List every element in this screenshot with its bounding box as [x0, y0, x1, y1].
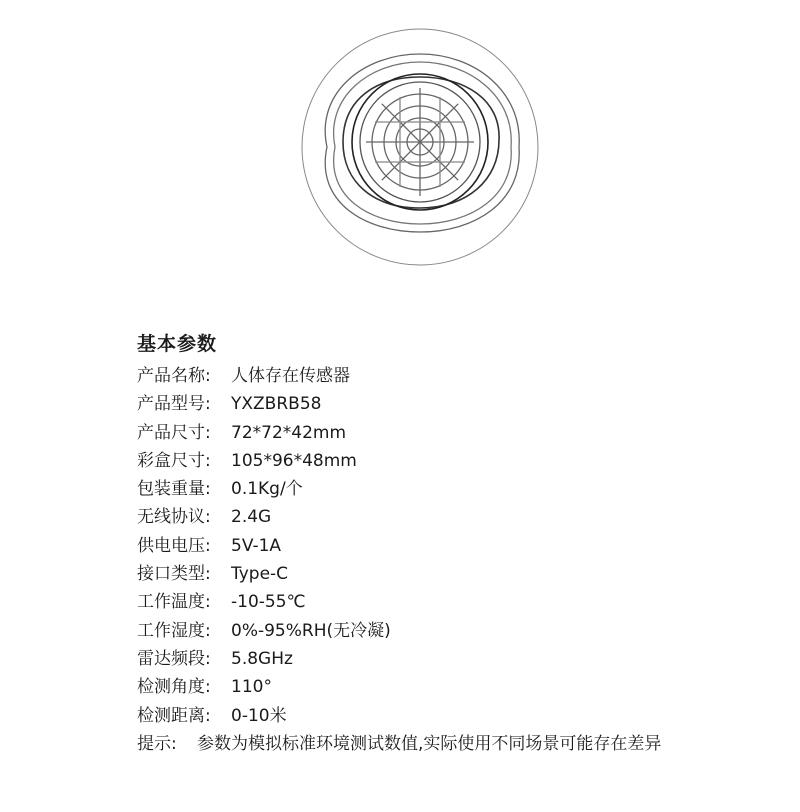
spec-row-product-name [137, 362, 777, 390]
spec-value: 0-10米 [231, 705, 287, 726]
spec-value: 2.4G [231, 507, 272, 528]
spec-label: 检测角度: [137, 677, 211, 698]
spec-row-humidity [137, 617, 777, 645]
spec-row-detection-range [137, 702, 777, 730]
spec-label: 彩盒尺寸: [137, 450, 211, 471]
note-text: 参数为模拟标准环境测试数值,实际使用不同场景可能存在差异 [197, 733, 662, 754]
spec-value: Type-C [231, 564, 289, 585]
spec-label: 产品尺寸: [137, 422, 211, 443]
spec-value: 105*96*48mm [231, 450, 357, 471]
spec-row-interface [137, 560, 777, 588]
spec-row-radar-band [137, 645, 777, 673]
spec-value: -10-55℃ [231, 592, 306, 613]
spec-value: 5.8GHz [231, 648, 293, 669]
spec-label: 产品名称: [137, 366, 211, 386]
spec-note [137, 730, 777, 758]
spec-label: 雷达频段: [137, 648, 211, 669]
spec-label: 工作温度: [137, 592, 211, 613]
presence-sensor-device-icon [295, 22, 545, 272]
spec-label: 检测距离: [137, 705, 211, 726]
spec-title: 基本参数 [137, 333, 218, 355]
spec-label: 接口类型: [137, 564, 211, 585]
spec-value: 72*72*42mm [231, 422, 347, 443]
spec-row-model [137, 390, 777, 418]
spec-value: YXZBRB58 [231, 394, 322, 415]
spec-label: 包装重量: [137, 479, 211, 500]
spec-label: 供电电压: [137, 535, 211, 556]
spec-label: 无线协议: [137, 507, 211, 528]
spec-value: 人体存在传感器 [231, 366, 350, 386]
spec-section [137, 330, 777, 758]
spec-row-detection-angle [137, 673, 777, 701]
spec-value: 0.1Kg/个 [231, 479, 303, 500]
note-label: 提示: [137, 733, 177, 754]
spec-row-temperature [137, 588, 777, 616]
spec-value: 110° [231, 677, 272, 698]
spec-row-voltage [137, 532, 777, 560]
spec-row-wireless [137, 503, 777, 531]
spec-row-product-size [137, 419, 777, 447]
spec-value: 0%-95%RH(无冷凝) [231, 620, 391, 641]
spec-label: 工作湿度: [137, 620, 211, 641]
spec-row-weight [137, 475, 777, 503]
spec-value: 5V-1A [231, 535, 282, 556]
spec-label: 产品型号: [137, 394, 211, 415]
spec-row-box-size [137, 447, 777, 475]
